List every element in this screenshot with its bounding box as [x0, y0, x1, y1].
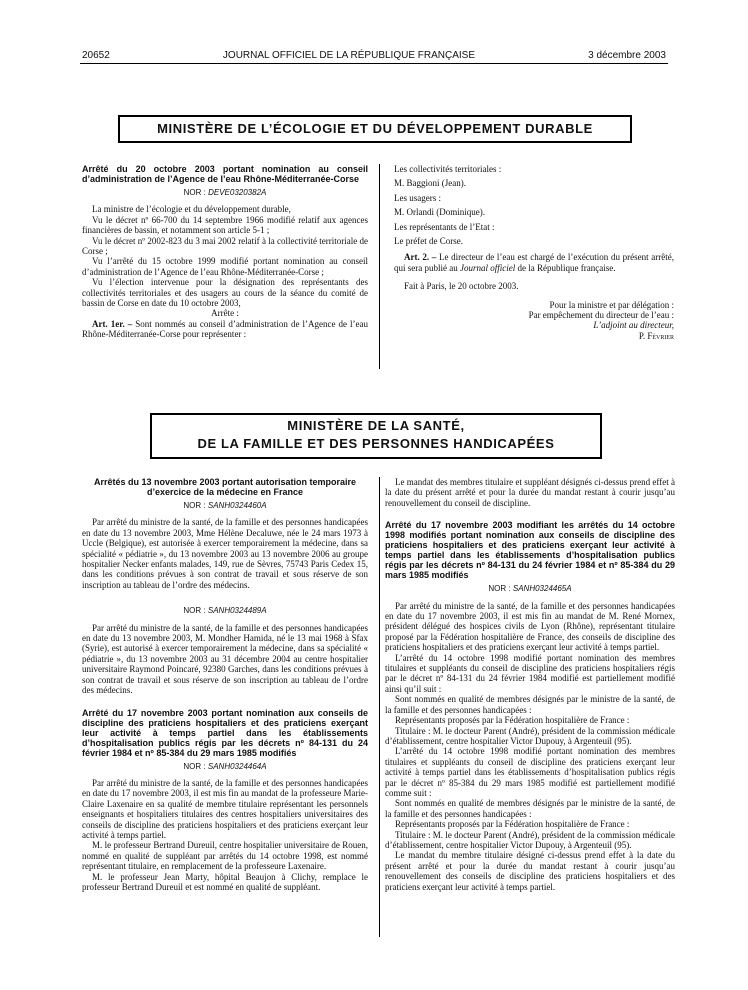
- ministry-heading-ecology: MINISTÈRE DE L’ÉCOLOGIE ET DU DÉVELOPPEMENT DURABLE: [118, 115, 632, 143]
- ecology-decree-title: Arrêté du 20 octobre 2003 portant nomination au conseil d’administration de l’Agence de l’eau Rhône-Méditerranée-Corse: [82, 164, 368, 184]
- ecology-left-column: [82, 164, 368, 340]
- ecology-line: M. Orlandi (Dominique).: [394, 207, 485, 218]
- health-paragraph: Par arrêté du ministre de la santé, de la famille et des personnes handicapées en date du 13 novembre 2003, M. Mondher Hamida, né le 13 mai 1968 à Sfax (Syrie), est autorisé à exercer temporairement la médecine, dans sa spécialité « pédiatrie », du 13 novembre 2003 au 31 décembre 2004 au centre hospitalier universitaire Raymond Poincaré, 92380 Garches, dans les conditions prévues à son contrat de travail et sous réserve de son inscription au tableau de l’ordre des médecins.: [82, 622, 368, 696]
- health-decree1-nor: NOR : SANH0324460A: [183, 501, 267, 510]
- ecology-line: M. Baggioni (Jean).: [394, 178, 466, 189]
- ministry-heading-health: [150, 413, 602, 459]
- column-divider: [379, 164, 380, 369]
- health-paragraph: Par arrêté du ministre de la santé, de la famille et des personnes handicapées en date du 13 novembre 2003, Mme Hélène Decaluwe, née le 24 mars 1973 à Uccle (Belgique), est autorisée à exercer temporairement la médecine, dans sa spécialité « pédiatrie », du 13 novembre 2003 au 13 novembre 2006 au groupe hospitalier Necker enfants malades, 149, rue de Sèvres, 75743 Paris Cedex 15, dans les conditions prévues à son contrat de travail et sous réserve de son inscription au tableau de l’ordre des médecins.: [82, 517, 368, 590]
- health-paragraph: L’arrêté du 14 octobre 1998 modifié portant nomination des membres titulaires et suppléants du conseil de discipline des praticiens hospitaliers régis par le décret nº 84-131 du 24 février 1984 modifié est partiellement modifié ainsi qu’il suit :: [385, 652, 675, 694]
- health-paragraph: Titulaire : M. le docteur Parent (André), président de la commission médicale d’établissement, centre hospitalier Victor Dupouy, à Argenteuil (95).: [385, 829, 675, 850]
- health-paragraph: Sont nommés en qualité de membres désignés par le ministre de la santé, de la famille et des personnes handicapées :: [385, 798, 675, 819]
- signature-line: Pour la ministre et par délégation :: [549, 299, 674, 310]
- ecology-line: Les collectivités territoriales :: [394, 164, 502, 174]
- health-paragraph: M. le professeur Jean Marty, hôpital Beaujon à Clichy, remplace le professeur Bertrand Dureuil et est nommé en qualité de suppléant.: [82, 871, 368, 892]
- health-right-column: [385, 477, 675, 892]
- health-paragraph: Représentants proposés par la Fédération hospitalière de France :: [395, 715, 630, 726]
- ecology-line: Les usagers :: [394, 192, 441, 203]
- ministry-heading-line: MINISTÈRE DE LA SANTÉ,: [287, 418, 465, 433]
- ecology-article-1: Art. 1er. – Sont nommés au conseil d’administration de l’Agence de l’eau Rhône-Méditerranée-Corse pour représenter :: [82, 318, 369, 340]
- signature-line: Par empêchement du directeur de l’eau :: [528, 310, 674, 321]
- page-number: 20652: [82, 49, 110, 61]
- ecology-body-3: Vu le décret nº 2002-823 du 3 mai 2002 relatif à la collectivité territoriale de Corse ;: [82, 235, 368, 257]
- ecology-nor: NOR : DEVE0320382A: [183, 188, 267, 197]
- ecology-done: Fait à Paris, le 20 octobre 2003.: [404, 281, 519, 292]
- health-decree1-nor2: NOR : SANH0324489A: [183, 606, 267, 616]
- health-paragraph: Titulaire : M. le docteur Parent (André), président de la commission médicale d’établissement, centre hospitalier Victor Dupouy, à Argenteuil (95).: [385, 725, 675, 746]
- health-paragraph: Par arrêté du ministre de la santé, de la famille et des personnes handicapées en date du 17 novembre 2003, il est mis fin au mandat de la professeure Marie-Claire Laxenaire en sa qualité de membre titulaire représentant les personnels enseignants et hospitaliers titulaires des centres hospitaliers universitaires des conseils de discipline des praticiens hospitaliers et des praticiens exerçant leur activité à temps partiel.: [82, 777, 368, 840]
- ecology-body-1: La ministre de l’écologie et du développement durable,: [92, 204, 291, 215]
- issue-date: 3 décembre 2003: [588, 49, 666, 61]
- health-decree3-nor: NOR : SANH0324465A: [488, 584, 572, 594]
- page-header: [82, 48, 666, 62]
- health-paragraph: Par arrêté du ministre de la santé, de la famille et des personnes handicapées en date du 17 novembre 2003, il est mis fin au mandat de M. René Mornex, président délégué des hospices civils de Lyon (Rhône), représentant titulaire proposé par la Fédération hospitalière de France, des conseils de discipline des praticiens hospitaliers et des praticiens exerçant leur activité à temps partiel.: [385, 600, 675, 653]
- ecology-article-2: Art. 2. – Le directeur de l’eau est chargé de l’exécution du présent arrêté, qui sera publié au Journal officiel de la République française.: [394, 252, 674, 273]
- health-decree3-title: Arrêté du 17 novembre 2003 modifiant les arrêtés du 14 octobre 1998 modifiés portant nomination aux conseils de discipline des praticiens hospitaliers et des praticiens exerçant leur activité à temps partiel dans les établissements d’hospitalisation publics régis par les décrets nº 84-131 du 24 février 1984 et nº 85-384 du 29 mars 1985 modifiés: [385, 520, 675, 581]
- signature-line: L’adjoint au directeur,: [593, 320, 674, 331]
- ministry-heading-line: DE LA FAMILLE ET DES PERSONNES HANDICAPÉES: [197, 436, 555, 451]
- health-paragraph: Sont nommés en qualité de membres désignés par le ministre de la santé, de la famille et des personnes handicapées :: [385, 694, 675, 715]
- ecology-body-5: Vu l’élection intervenue pour la désignation des représentants des collectivités territoriales et des usagers au cours de la séance du comité de bassin de Corse en date du 10 octobre 2003,: [82, 277, 368, 309]
- journal-title: JOURNAL OFFICIEL DE LA RÉPUBLIQUE FRANÇAISE: [222, 49, 476, 61]
- ecology-right-column: [394, 164, 674, 341]
- header-rule: [80, 63, 668, 64]
- health-decree1-title: Arrêtés du 13 novembre 2003 portant autorisation temporaire d’exercice de la médecine en France: [93, 477, 357, 497]
- signature-name: P. Février: [638, 330, 674, 341]
- ecology-body-4: Vu l’arrêté du 15 octobre 1999 modifié portant nomination au conseil d’administration de l’Agence de l’eau Rhône-Méditerranée-Corse ;: [82, 256, 368, 277]
- column-divider: [379, 477, 380, 937]
- ecology-body-2: Vu le décret nº 66-700 du 14 septembre 1966 modifié relatif aux agences financières de bassin, et notamment son article 5-1 ;: [82, 214, 368, 236]
- health-decree2-title: Arrêté du 17 novembre 2003 portant nomination aux conseils de discipline des praticiens hospitaliers et des praticiens exerçant leur activité à temps partiel dans les établissements d’hospitalisation publics régis par les décrets nº 84-131 du 24 février 1984 et nº 85-384 du 29 mars 1985 modifiés: [82, 707, 368, 758]
- health-paragraph: Représentants proposés par la Fédération hospitalière de France :: [395, 819, 630, 830]
- health-paragraph: Le mandat du membre titulaire désigné ci-dessus prend effet à la date du présent arrêté et pour la durée du mandat restant à courir jusqu’au renouvellement des conseils de discipline des praticiens hospitaliers et des praticiens exerçant leur activité à temps partiel.: [385, 850, 675, 892]
- health-paragraph: Le mandat des membres titulaire et suppléant désignés ci-dessus prend effet à la date du présent arrêté et pour la durée du mandat restant à courir jusqu’au renouvellement du conseil de discipline.: [385, 477, 675, 508]
- health-left-column: [82, 477, 368, 892]
- health-decree2-nor: NOR : SANH0324464A: [183, 761, 267, 771]
- health-paragraph: M. le professeur Bertrand Dureuil, centre hospitalier universitaire de Rouen, nommé en qualité de suppléant par arrêtés du 14 octobre 1998, est nommé représentant titulaire, en remplacement de la professeure Laxenaire.: [82, 840, 368, 872]
- health-paragraph: L’arrêté du 14 octobre 1998 modifié portant nomination des membres titulaires et suppléants du conseil de discipline des praticiens exerçant leur activité à temps partiel dans les établissements d’hospitalisation publics régis par le décret nº 85-384 du 29 mars 1985 modifié est partiellement modifié comme suit :: [385, 746, 675, 798]
- ecology-line: Le préfet de Corse.: [394, 236, 463, 247]
- ecology-arrete: Arrête :: [211, 308, 239, 319]
- ecology-line: Les représentants de l’Etat :: [394, 221, 495, 232]
